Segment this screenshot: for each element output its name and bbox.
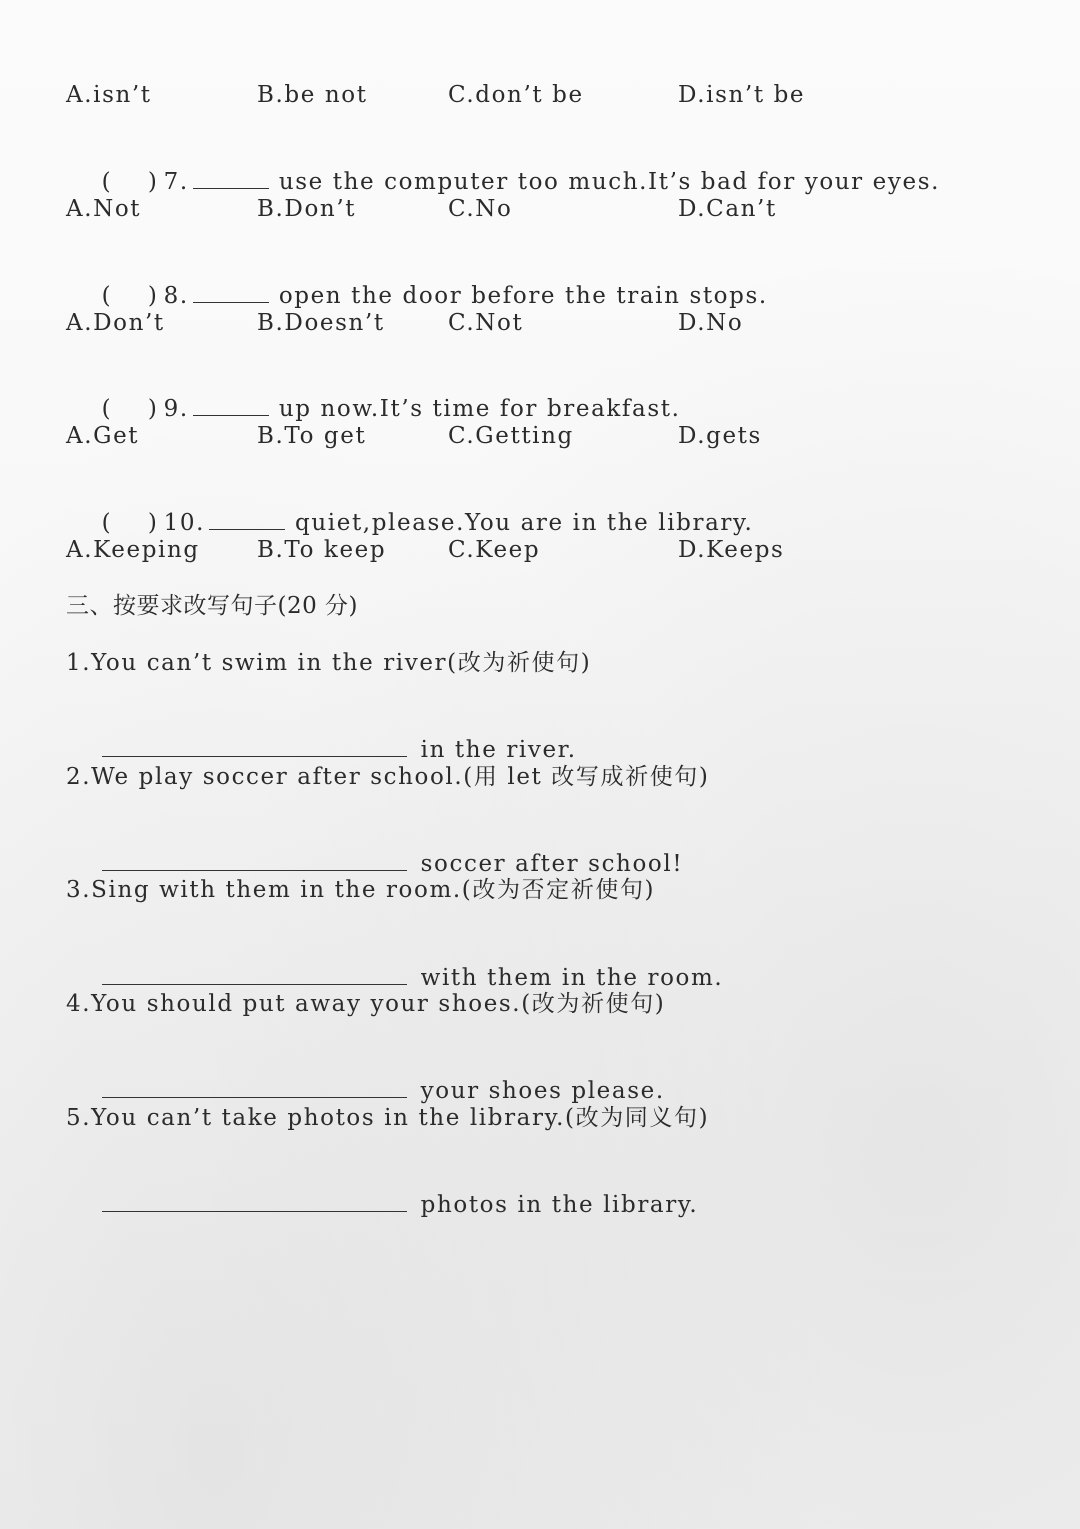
option-a: A.Don’t — [66, 310, 165, 336]
answer-paren[interactable]: ( ) — [101, 510, 159, 536]
question-text: open the door before the train stops. — [278, 283, 768, 309]
option-c: C.don’t be — [448, 82, 584, 108]
option-c: C.No — [448, 196, 513, 222]
option-d: D.gets — [678, 423, 762, 449]
answer-blank[interactable] — [193, 168, 269, 189]
answer-blank[interactable] — [102, 964, 407, 985]
answer-blank[interactable] — [102, 1077, 407, 1098]
question-text: up now.It’s time for breakfast. — [278, 396, 681, 422]
rewrite-answer-5 — [66, 1160, 698, 1250]
option-b: B.Don’t — [257, 196, 357, 222]
answer-paren[interactable]: ( ) — [101, 396, 159, 422]
answer-blank[interactable] — [193, 282, 269, 303]
option-c: C.Not — [448, 310, 524, 336]
option-a: A.Not — [66, 196, 142, 222]
answer-tail: in the river. — [420, 737, 577, 763]
question-text: use the computer too much.It’s bad for your eyes. — [278, 169, 941, 195]
option-c: C.Getting — [448, 423, 574, 449]
option-b: B.be not — [257, 82, 368, 108]
option-a: A.Keeping — [66, 537, 200, 563]
answer-blank[interactable] — [209, 509, 285, 530]
option-b: B.Doesn’t — [257, 310, 385, 336]
answer-blank[interactable] — [102, 850, 407, 871]
answer-tail: your shoes please. — [420, 1078, 665, 1104]
rewrite-prompt-2: 2.We play soccer after school.(用 let 改写成祈使句) — [66, 764, 710, 790]
question-8 — [66, 251, 768, 341]
rewrite-prompt-3: 3.Sing with them in the room.(改为否定祈使句) — [66, 877, 656, 903]
option-d: D.isn’t be — [678, 82, 806, 108]
question-number: 8. — [163, 283, 189, 309]
option-b: B.To keep — [257, 537, 387, 563]
answer-paren[interactable]: ( ) — [101, 169, 159, 195]
question-number: 7. — [163, 169, 189, 195]
rewrite-prompt-4: 4.You should put away your shoes.(改为祈使句) — [66, 991, 666, 1017]
section-title: 三、按要求改写句子(20 分) — [66, 593, 359, 619]
answer-blank[interactable] — [102, 1191, 407, 1212]
answer-tail: photos in the library. — [420, 1192, 699, 1218]
question-number: 10. — [163, 510, 206, 536]
option-c: C.Keep — [448, 537, 541, 563]
rewrite-prompt-5: 5.You can’t take photos in the library.(改为同义句) — [66, 1105, 710, 1131]
option-a: A.isn’t — [66, 82, 152, 108]
answer-blank[interactable] — [193, 395, 269, 416]
rewrite-prompt-1: 1.You can’t swim in the river(改为祈使句) — [66, 650, 592, 676]
question-9 — [66, 364, 681, 454]
question-number: 9. — [163, 396, 189, 422]
option-b: B.To get — [257, 423, 367, 449]
answer-blank[interactable] — [102, 736, 407, 757]
question-text: quiet,please.You are in the library. — [295, 510, 754, 536]
answer-tail: soccer after school! — [420, 851, 684, 877]
answer-paren[interactable]: ( ) — [101, 283, 159, 309]
option-a: A.Get — [66, 423, 140, 449]
answer-tail: with them in the room. — [420, 965, 724, 991]
option-d: D.Can’t — [678, 196, 777, 222]
option-d: D.No — [678, 310, 744, 336]
option-d: D.Keeps — [678, 537, 785, 563]
